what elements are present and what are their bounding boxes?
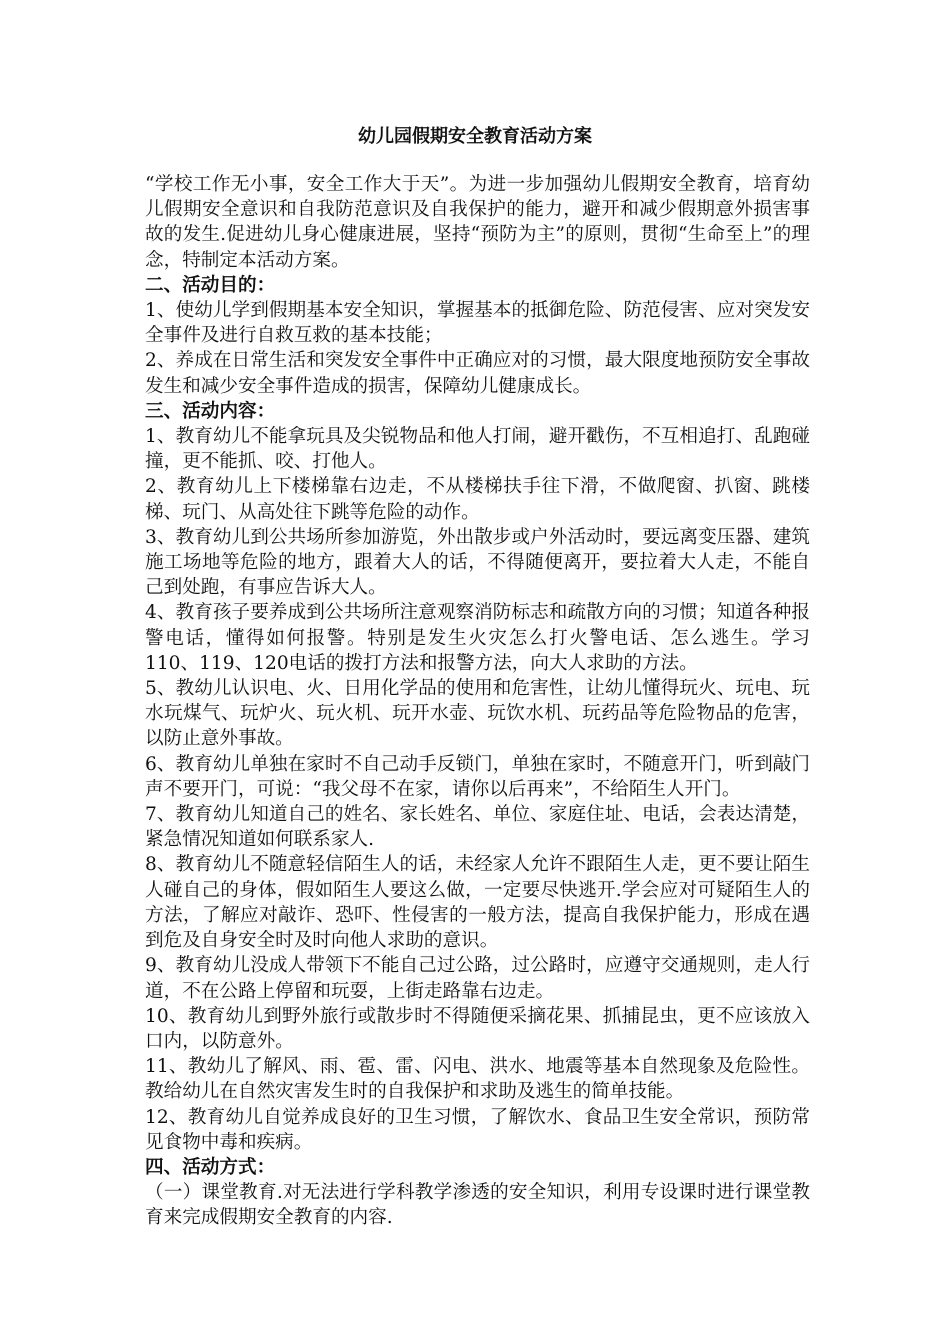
list-item: 1、使幼儿学到假期基本安全知识，掌握基本的抵御危险、防范侵害、应对突发安全事件及进行自救互救的基本技能； — [145, 300, 810, 347]
list-item: 1、教育幼儿不能拿玩具及尖锐物品和他人打闹，避开戳伤，不互相追打、乱跑碰撞，更不能抓、咬、打他人。 — [145, 426, 810, 473]
list-item: 8、教育幼儿不随意轻信陌生人的话，未经家人允许不跟陌生人走，更不要让陌生人碰自己的身体，假如陌生人要这么做，一定要尽快逃开.学会应对可疑陌生人的方法，了解应对敲诈、恐吓、性侵害的一般方法，提高自我保护能力，形成在遇到危及自身安全时及时向他人求助的意识。 — [145, 854, 810, 952]
document-title: 幼儿园假期安全教育活动方案 — [358, 126, 592, 147]
list-item: 10、教育幼儿到野外旅行或散步时不得随便采摘花果、抓捕昆虫，更不应该放入口内，以防意外。 — [145, 1005, 810, 1052]
document-body — [145, 172, 810, 1231]
list-item: 4、教育孩子要养成到公共场所注意观察消防标志和疏散方向的习惯；知道各种报警电话，懂得如何报警。特别是发生火灾怎么打火警电话、怎么逃生。学习110、119、120电话的拨打方法和报警方法，向大人求助的方法。 — [145, 602, 810, 674]
list-item: 11、教幼儿了解风、雨、雹、雷、闪电、洪水、地震等基本自然现象及危险性。教给幼儿在自然灾害发生时的自我保护和求助及逃生的简单技能。 — [145, 1056, 810, 1103]
section-heading: 二、活动目的： — [145, 274, 276, 296]
list-item: 12、教育幼儿自觉养成良好的卫生习惯，了解饮水、食品卫生安全常识，预防常见食物中毒和疾病。 — [145, 1106, 810, 1153]
section-content — [145, 399, 810, 1155]
list-item: 2、教育幼儿上下楼梯靠右边走，不从楼梯扶手往下滑，不做爬窗、扒窗、跳楼梯、玩门、从高处往下跳等危险的动作。 — [145, 476, 810, 523]
section-methods — [145, 1155, 810, 1231]
list-item: 7、教育幼儿知道自己的姓名、家长姓名、单位、家庭住址、电话，会表达清楚，紧急情况知道如何联系家人. — [145, 804, 810, 851]
section-heading: 四、活动方式： — [145, 1156, 276, 1178]
section-heading: 三、活动内容： — [145, 400, 276, 422]
list-item: 6、教育幼儿单独在家时不自己动手反锁门，单独在家时，不随意开门，听到敲门声不要开门，可说：“我父母不在家，请你以后再来”，不给陌生人开门。 — [145, 753, 810, 800]
list-item: 9、教育幼儿没成人带领下不能自己过公路，过公路时，应遵守交通规则，走人行道，不在公路上停留和玩耍，上街走路靠右边走。 — [145, 955, 810, 1002]
list-item: 3、教育幼儿到公共场所参加游览，外出散步或户外活动时，要远离变压器、建筑施工场地等危险的地方，跟着大人的话，不得随便离开，要拉着大人走，不能自己到处跑，有事应告诉大人。 — [145, 526, 810, 599]
list-item: 5、教幼儿认识电、火、日用化学品的使用和危害性，让幼儿懂得玩火、玩电、玩水玩煤气、玩炉火、玩火机、玩开水壶、玩饮水机、玩药品等危险物品的危害，以防止意外事故。 — [145, 678, 810, 750]
list-item: 2、养成在日常生活和突发安全事件中正确应对的习惯，最大限度地预防安全事故发生和减少安全事件造成的损害，保障幼儿健康成长。 — [145, 350, 810, 397]
section-purpose — [145, 273, 810, 399]
intro-paragraph: “学校工作无小事，安全工作大于天”。为进一步加强幼儿假期安全教育，培育幼儿假期安全意识和自我防范意识及自我保护的能力，避开和减少假期意外损害事故的发生.促进幼儿身心健康进展，坚持“预防为主”的原则，贯彻“生命至上”的理念，特制定本活动方案。 — [145, 174, 810, 271]
list-item: （一）课堂教育.对无法进行学科教学渗透的安全知识，利用专设课时进行课堂教育来完成假期安全教育的内容. — [145, 1182, 810, 1229]
